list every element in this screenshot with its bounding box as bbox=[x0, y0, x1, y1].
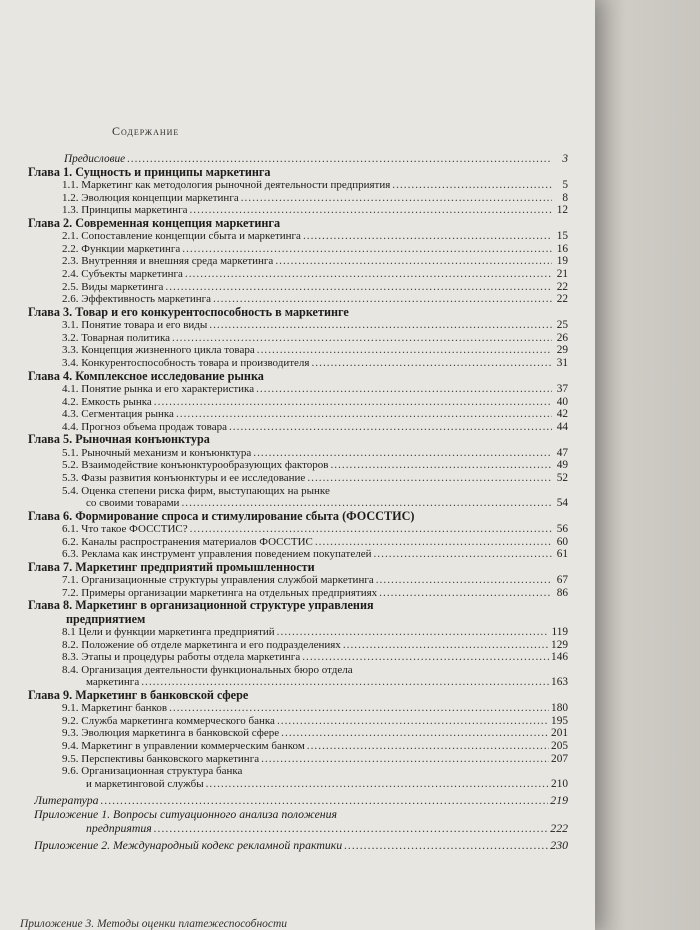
leader-dots bbox=[165, 281, 552, 294]
toc-entry-label: 9.1. Маркетинг банков bbox=[62, 702, 168, 715]
leader-dots bbox=[281, 727, 549, 740]
toc-entry-section bbox=[28, 408, 568, 421]
toc-entry-section bbox=[28, 727, 568, 740]
toc-entry-label: Приложение 2. Международный кодекс рекламной практики bbox=[34, 838, 343, 853]
toc-page-number: 222 bbox=[550, 821, 568, 836]
toc-entry-section bbox=[28, 740, 568, 753]
toc-entry-section bbox=[28, 255, 568, 268]
leader-dots bbox=[275, 255, 552, 268]
chapter-heading: Глава 2. Современная концепция маркетинга bbox=[28, 215, 281, 230]
toc-page-number: 29 bbox=[556, 344, 568, 357]
toc-entry-label: и маркетинговой службы bbox=[86, 777, 204, 790]
toc-entry-section bbox=[28, 357, 568, 370]
toc-page-number: 16 bbox=[556, 242, 568, 255]
toc-entry-section bbox=[28, 344, 568, 357]
toc-entry-label: 2.2. Функции маркетинга bbox=[62, 242, 181, 255]
leader-dots bbox=[154, 396, 552, 409]
toc-entry-label: 5.1. Рыночный механизм и конъюнктура bbox=[62, 446, 252, 459]
leader-dots bbox=[373, 548, 552, 561]
leader-dots bbox=[257, 344, 552, 357]
toc-entry-section bbox=[28, 523, 568, 536]
toc-entry-section-line1: 9.6. Организационная структура банка bbox=[62, 765, 243, 778]
leader-dots bbox=[253, 447, 552, 460]
toc-entry-label: 9.3. Эволюция маркетинга в банковской сфере bbox=[62, 727, 280, 740]
toc-entry-section bbox=[28, 230, 568, 243]
toc-entry-section bbox=[28, 548, 568, 561]
leader-dots bbox=[213, 293, 552, 306]
toc-entry-preface bbox=[28, 153, 568, 166]
toc-entry-label: 6.3. Реклама как инструмент управления поведением покупателей bbox=[62, 548, 372, 561]
leader-dots bbox=[127, 153, 552, 166]
toc-entry-section bbox=[28, 383, 568, 396]
toc-entry-label: со своими товарами bbox=[86, 496, 180, 509]
toc-entry-section bbox=[28, 676, 568, 689]
toc-entry-back-matter-line1: Приложение 1. Вопросы ситуационного анализа положения bbox=[34, 807, 338, 822]
toc-title: Содержание bbox=[112, 124, 180, 138]
leader-dots bbox=[311, 357, 552, 370]
page-edge-background bbox=[595, 0, 700, 930]
toc-entry-label: 3.2. Товарная политика bbox=[62, 331, 171, 344]
chapter-list bbox=[28, 166, 568, 791]
toc-page-number: 210 bbox=[551, 777, 568, 790]
toc-page-number: 61 bbox=[556, 548, 568, 561]
toc-entry-section bbox=[28, 472, 568, 485]
toc-entry-label: 3.1. Понятие товара и его виды bbox=[62, 319, 208, 332]
leader-dots bbox=[307, 472, 552, 485]
toc-page-number: 60 bbox=[556, 535, 568, 548]
cutoff-entry: Приложение 3. Методы оценки платежеспособности bbox=[20, 918, 288, 930]
toc-page-number: 31 bbox=[556, 356, 568, 369]
toc-entry-section bbox=[28, 778, 568, 791]
toc-page-number: 19 bbox=[556, 255, 568, 268]
leader-dots bbox=[392, 179, 552, 192]
toc-page-number: 67 bbox=[556, 574, 568, 587]
leader-dots bbox=[261, 753, 549, 766]
toc-entry-label: 1.1. Маркетинг как методология рыночной деятельности предприятия bbox=[62, 179, 391, 191]
toc-entry-label: 1.2. Эволюция концепции маркетинга bbox=[62, 191, 239, 204]
toc-entry-label: 8.2. Положение об отделе маркетинга и его подразделениях bbox=[62, 638, 341, 651]
toc-page-number: 26 bbox=[556, 331, 568, 344]
toc-entry-section bbox=[28, 626, 568, 639]
leader-dots bbox=[189, 204, 552, 217]
leader-dots bbox=[190, 523, 552, 536]
toc-page-number: 8 bbox=[562, 191, 568, 204]
chapter-heading: Глава 1. Сущность и принципы маркетинга bbox=[28, 164, 271, 179]
leader-dots bbox=[229, 421, 552, 434]
toc-entry-label: 2.5. Виды маркетинга bbox=[62, 280, 164, 293]
toc-page-number: 56 bbox=[556, 522, 568, 535]
toc-entry-label: 1.3. Принципы маркетинга bbox=[62, 204, 188, 217]
leader-dots bbox=[154, 821, 549, 835]
toc-entry-section bbox=[28, 753, 568, 766]
toc-entry-label: 7.1. Организационные структуры управления службой маркетинга bbox=[62, 574, 374, 587]
toc-entry-label: 2.1. Сопоставление концепции сбыта и маркетинга bbox=[62, 230, 301, 243]
toc-entry-section-line1: 5.4. Оценка степени риска фирм, выступающих на рынке bbox=[62, 484, 330, 497]
toc-entry-label: 5.2. Взаимодействие конъюнктурообразующих факторов bbox=[62, 459, 329, 472]
leader-dots bbox=[172, 332, 552, 345]
toc-entry-label: 6.2. Каналы распространения материалов ФОССТИС bbox=[62, 535, 313, 548]
toc-entry-section bbox=[28, 497, 568, 510]
chapter-heading: Глава 9. Маркетинг в банковской сфере bbox=[28, 687, 249, 702]
toc-page-number: 37 bbox=[556, 382, 568, 395]
toc-page-number: 52 bbox=[556, 471, 568, 484]
toc-entry-back-matter bbox=[28, 838, 568, 852]
toc-entry-section bbox=[28, 574, 568, 587]
toc-entry-label: 4.4. Прогноз объема продаж товара bbox=[62, 420, 227, 433]
toc-page-number: 205 bbox=[551, 740, 568, 753]
leader-dots bbox=[176, 408, 552, 421]
toc-page-number: 86 bbox=[556, 586, 568, 599]
toc-entry-section bbox=[28, 447, 568, 460]
toc-entry-label: 8.1 Цели и функции маркетинга предприятий bbox=[62, 626, 275, 639]
toc-page-number: 207 bbox=[551, 752, 568, 765]
toc-entry-section-line1: 8.4. Организация деятельности функциональных бюро отдела bbox=[62, 663, 353, 676]
toc-page-number: 129 bbox=[551, 638, 568, 651]
toc-entry-section bbox=[28, 319, 568, 332]
toc-page-number: 15 bbox=[556, 230, 568, 243]
toc-entry-label: 3.4. Конкурентоспособность товара и производителя bbox=[62, 356, 310, 369]
toc-entry-label: маркетинга bbox=[86, 676, 140, 689]
table-of-contents bbox=[28, 124, 568, 852]
toc-page-number: 163 bbox=[551, 676, 568, 689]
chapter-heading: Глава 8. Маркетинг в организационной структуре управления bbox=[28, 598, 374, 613]
leader-dots bbox=[101, 793, 549, 807]
toc-page-number: 40 bbox=[556, 395, 568, 408]
toc-entry-section bbox=[28, 281, 568, 294]
leader-dots bbox=[376, 574, 552, 587]
leader-dots bbox=[185, 268, 552, 281]
leader-dots bbox=[307, 740, 549, 753]
toc-page-number: 119 bbox=[551, 626, 568, 639]
toc-page-number: 5 bbox=[562, 179, 568, 191]
toc-entry-section bbox=[28, 332, 568, 345]
toc-entry-label: 5.3. Фазы развития конъюнктуры и ее исследование bbox=[62, 471, 306, 484]
toc-entry-label: 9.4. Маркетинг в управлении коммерческим банком bbox=[62, 740, 305, 753]
toc-page-number: 47 bbox=[556, 446, 568, 459]
toc-page-number: 21 bbox=[556, 267, 568, 280]
toc-entry-label: Предисловие bbox=[64, 153, 126, 165]
toc-page-number: 54 bbox=[556, 496, 568, 509]
toc-page-number: 180 bbox=[551, 702, 568, 715]
chapter-heading: Глава 5. Рыночная конъюнктура bbox=[28, 432, 210, 447]
leader-dots bbox=[141, 676, 549, 689]
leader-dots bbox=[256, 383, 552, 396]
toc-entry-label: Литература bbox=[34, 793, 99, 808]
toc-page-number: 12 bbox=[556, 204, 568, 217]
toc-page-number: 201 bbox=[551, 727, 568, 740]
toc-entry-label: 6.1. Что такое ФОССТИС? bbox=[62, 522, 188, 535]
leader-dots bbox=[343, 639, 549, 652]
toc-entry-label: 9.5. Перспективы банковского маркетинга bbox=[62, 752, 260, 765]
toc-entry-section bbox=[28, 715, 568, 728]
toc-entry-section bbox=[28, 396, 568, 409]
toc-page-number: 44 bbox=[556, 420, 568, 433]
toc-entry-back-matter bbox=[28, 793, 568, 807]
leader-dots bbox=[209, 319, 552, 332]
toc-page-number: 42 bbox=[556, 408, 568, 421]
toc-page-number: 195 bbox=[551, 714, 568, 727]
toc-entry-label: 4.1. Понятие рынка и его характеристика bbox=[62, 382, 255, 395]
toc-entry-section bbox=[28, 293, 568, 306]
toc-page-number: 3 bbox=[562, 153, 568, 165]
chapter-heading-cont: предприятием bbox=[66, 611, 146, 626]
toc-entry-section bbox=[28, 179, 568, 192]
leader-dots bbox=[181, 497, 552, 510]
toc-page-number: 22 bbox=[556, 293, 568, 306]
toc-page-number: 219 bbox=[550, 793, 568, 808]
chapter-heading: Глава 7. Маркетинг предприятий промышленности bbox=[28, 559, 315, 574]
toc-page-number: 22 bbox=[556, 280, 568, 293]
chapter-heading: Глава 3. Товар и его конкурентоспособность в маркетинге bbox=[28, 304, 349, 319]
toc-entry-label: 2.4. Субъекты маркетинга bbox=[62, 267, 183, 280]
back-matter-list bbox=[28, 793, 568, 852]
chapter-heading: Глава 6. Формирование спроса и стимулирование сбыта (ФОССТИС) bbox=[28, 508, 415, 523]
leader-dots bbox=[277, 626, 550, 639]
leader-dots bbox=[344, 838, 548, 852]
toc-entry-label: 2.3. Внутренняя и внешняя среда маркетинга bbox=[62, 255, 274, 268]
leader-dots bbox=[315, 536, 552, 549]
toc-entry-label: 4.3. Сегментация рынка bbox=[62, 408, 174, 421]
leader-dots bbox=[169, 702, 549, 715]
leader-dots bbox=[303, 230, 552, 243]
leader-dots bbox=[302, 651, 549, 664]
toc-page-number: 230 bbox=[550, 838, 568, 853]
toc-entry-label: 9.2. Служба маркетинга коммерческого банка bbox=[62, 714, 275, 727]
toc-entry-section bbox=[28, 536, 568, 549]
toc-entry-section bbox=[28, 204, 568, 217]
toc-entry-section bbox=[28, 702, 568, 715]
toc-entry-label: 2.6. Эффективность маркетинга bbox=[62, 293, 211, 306]
toc-entry-section bbox=[28, 268, 568, 281]
toc-entry-section bbox=[28, 651, 568, 664]
leader-dots bbox=[277, 715, 549, 728]
leader-dots bbox=[206, 778, 549, 791]
leader-dots bbox=[241, 192, 552, 205]
toc-entry-label: 7.2. Примеры организации маркетинга на отдельных предприятиях bbox=[62, 586, 378, 599]
toc-entry-label: 4.2. Емкость рынка bbox=[62, 395, 152, 408]
toc-page-number: 25 bbox=[556, 319, 568, 332]
toc-page-number: 49 bbox=[556, 459, 568, 472]
leader-dots bbox=[330, 459, 552, 472]
leader-dots bbox=[182, 243, 552, 256]
leader-dots bbox=[379, 587, 552, 600]
toc-page-number: 146 bbox=[551, 651, 568, 664]
toc-entry-label: 3.3. Концепция жизненного цикла товара bbox=[62, 344, 255, 357]
chapter-heading: Глава 4. Комплексное исследование рынка bbox=[28, 368, 264, 383]
toc-entry-label: 8.3. Этапы и процедуры работы отдела маркетинга bbox=[62, 651, 301, 664]
toc-entry-section bbox=[28, 243, 568, 256]
toc-entry-section bbox=[28, 639, 568, 652]
toc-entry-section bbox=[28, 459, 568, 472]
toc-entry-section bbox=[28, 192, 568, 205]
toc-entry-back-matter bbox=[28, 821, 568, 835]
toc-entry-label: предприятия bbox=[86, 821, 152, 836]
